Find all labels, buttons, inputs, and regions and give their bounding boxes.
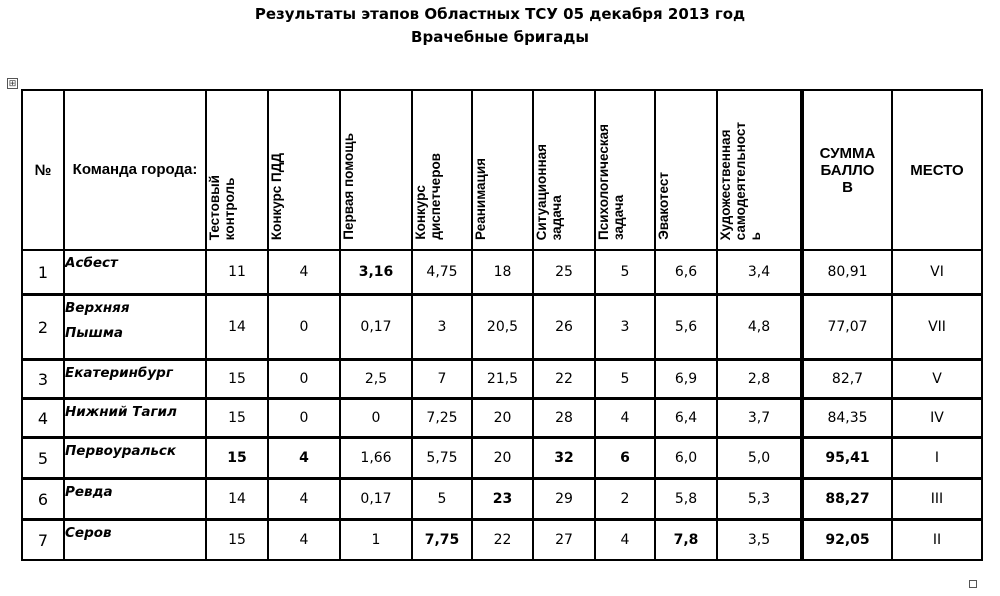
score-cell: 25 (533, 250, 595, 294)
place-cell: III (892, 478, 982, 519)
score-cell: 3 (412, 294, 472, 359)
page-subtitle: Врачебные бригады (411, 28, 589, 46)
table-row (22, 250, 982, 294)
row-number: 7 (22, 519, 64, 560)
results-body (22, 250, 982, 560)
score-cell: 6,4 (655, 398, 717, 437)
sum-cell: 77,07 (803, 294, 892, 359)
table-move-handle-icon[interactable]: ⊞ (8, 78, 17, 88)
score-cell: 14 (206, 478, 268, 519)
score-cell: 1 (340, 519, 412, 560)
score-cell: 15 (206, 519, 268, 560)
header-row (22, 90, 982, 250)
team-name: Серов (64, 519, 206, 560)
team-name: Ревда (64, 478, 206, 519)
score-cell: 2,5 (340, 359, 412, 398)
place-cell: IV (892, 398, 982, 437)
header-stage (412, 90, 472, 250)
score-cell: 7,75 (412, 519, 472, 560)
score-cell: 20,5 (472, 294, 533, 359)
score-cell: 26 (533, 294, 595, 359)
score-cell: 5,6 (655, 294, 717, 359)
score-cell: 6 (595, 437, 655, 478)
header-stage-label: Конкурс диспетчеров (413, 153, 443, 240)
table-row (22, 398, 982, 437)
score-cell: 22 (533, 359, 595, 398)
score-cell: 5 (412, 478, 472, 519)
score-cell: 18 (472, 250, 533, 294)
header-stage-label: Эвакотест (656, 172, 671, 240)
sum-cell: 80,91 (803, 250, 892, 294)
score-cell: 0,17 (340, 478, 412, 519)
place-cell: V (892, 359, 982, 398)
team-name: Асбест (64, 250, 206, 294)
header-num: № (22, 90, 64, 250)
header-sum-label: СУММА БАЛЛО В (819, 144, 876, 196)
score-cell: 0 (268, 398, 340, 437)
table-row (22, 478, 982, 519)
header-stage (472, 90, 533, 250)
header-stage-label: Художественная самодеятельност ь (718, 121, 763, 240)
score-cell: 6,0 (655, 437, 717, 478)
row-number: 3 (22, 359, 64, 398)
score-cell: 0 (268, 359, 340, 398)
score-cell: 0 (268, 294, 340, 359)
score-cell: 7,25 (412, 398, 472, 437)
score-cell: 15 (206, 437, 268, 478)
score-cell: 3,16 (340, 250, 412, 294)
score-cell: 28 (533, 398, 595, 437)
place-cell: VII (892, 294, 982, 359)
score-cell: 6,6 (655, 250, 717, 294)
score-cell: 5,0 (717, 437, 803, 478)
row-number: 5 (22, 437, 64, 478)
score-cell: 3,5 (717, 519, 803, 560)
place-cell: I (892, 437, 982, 478)
header-stage (717, 90, 803, 250)
score-cell: 20 (472, 398, 533, 437)
score-cell: 5 (595, 250, 655, 294)
score-cell: 6,9 (655, 359, 717, 398)
table-row (22, 519, 982, 560)
score-cell: 29 (533, 478, 595, 519)
row-number: 2 (22, 294, 64, 359)
team-name: Первоуральск (64, 437, 206, 478)
score-cell: 4 (268, 437, 340, 478)
table-resize-handle[interactable] (969, 580, 977, 588)
header-place: МЕСТО (892, 90, 982, 250)
score-cell: 23 (472, 478, 533, 519)
place-cell: VI (892, 250, 982, 294)
row-number: 4 (22, 398, 64, 437)
header-stage (206, 90, 268, 250)
table-row (22, 437, 982, 478)
score-cell: 27 (533, 519, 595, 560)
sum-cell: 88,27 (803, 478, 892, 519)
score-cell: 7 (412, 359, 472, 398)
score-cell: 2 (595, 478, 655, 519)
score-cell: 0,17 (340, 294, 412, 359)
score-cell: 5,75 (412, 437, 472, 478)
score-cell: 5,3 (717, 478, 803, 519)
score-cell: 4,75 (412, 250, 472, 294)
score-cell: 4 (595, 519, 655, 560)
score-cell: 20 (472, 437, 533, 478)
header-stage (268, 90, 340, 250)
header-stage (595, 90, 655, 250)
score-cell: 5 (595, 359, 655, 398)
header-team (64, 90, 206, 250)
score-cell: 15 (206, 359, 268, 398)
score-cell: 11 (206, 250, 268, 294)
score-cell: 3,4 (717, 250, 803, 294)
score-cell: 5,8 (655, 478, 717, 519)
score-cell: 15 (206, 398, 268, 437)
score-cell: 3,7 (717, 398, 803, 437)
team-name: Верхняя Пышма (64, 294, 206, 359)
score-cell: 4 (268, 250, 340, 294)
place-cell: II (892, 519, 982, 560)
header-stage-label: Ситуационная задача (534, 143, 564, 240)
header-stage (533, 90, 595, 250)
team-name: Екатеринбург (64, 359, 206, 398)
score-cell: 1,66 (340, 437, 412, 478)
score-cell: 32 (533, 437, 595, 478)
header-stage-label: Первая помощь (341, 133, 356, 240)
sum-cell: 95,41 (803, 437, 892, 478)
sum-cell: 82,7 (803, 359, 892, 398)
score-cell: 2,8 (717, 359, 803, 398)
table-row (22, 359, 982, 398)
header-sum (803, 90, 892, 250)
results-table (21, 89, 983, 561)
header-stage (655, 90, 717, 250)
score-cell: 0 (340, 398, 412, 437)
header-stage-label: Психологическая задача (596, 124, 626, 240)
row-number: 1 (22, 250, 64, 294)
score-cell: 4,8 (717, 294, 803, 359)
score-cell: 7,8 (655, 519, 717, 560)
score-cell: 4 (268, 519, 340, 560)
score-cell: 4 (595, 398, 655, 437)
header-stage-label: Реанимация (473, 158, 488, 240)
sum-cell: 92,05 (803, 519, 892, 560)
row-number: 6 (22, 478, 64, 519)
score-cell: 22 (472, 519, 533, 560)
team-name: Нижний Тагил (64, 398, 206, 437)
header-stage (340, 90, 412, 250)
table-row (22, 294, 982, 359)
score-cell: 3 (595, 294, 655, 359)
header-stage-label: Конкурс ПДД (269, 152, 284, 240)
score-cell: 21,5 (472, 359, 533, 398)
header-stage-label: Тестовый контроль (207, 174, 237, 240)
sum-cell: 84,35 (803, 398, 892, 437)
header-team-label: Команда города: (72, 161, 198, 178)
score-cell: 4 (268, 478, 340, 519)
page-title: Результаты этапов Областных ТСУ 05 декабря 2013 год (254, 5, 746, 23)
score-cell: 14 (206, 294, 268, 359)
